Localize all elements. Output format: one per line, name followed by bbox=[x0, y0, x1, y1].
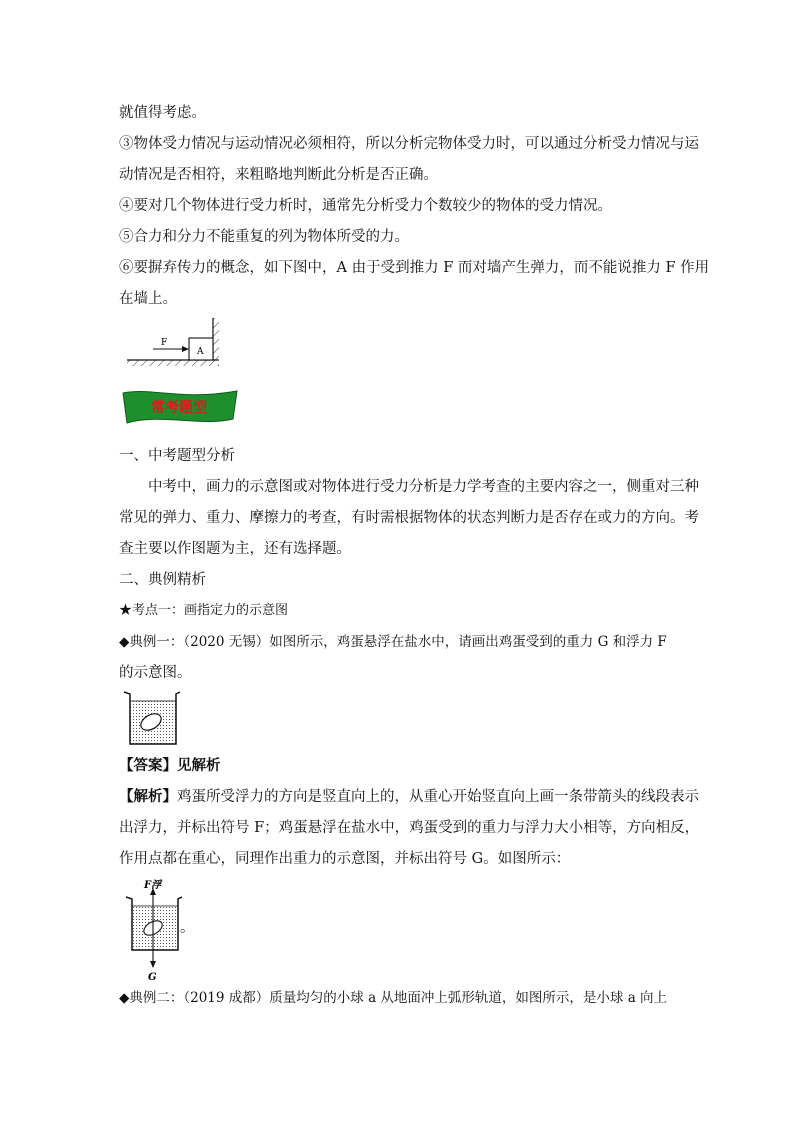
text-line: 出浮力，并标出符号 F；鸡蛋悬浮在盐水中，鸡蛋受到的重力与浮力大小相等，方向相反， bbox=[119, 820, 700, 836]
analysis-text: 鸡蛋所受浮力的方向是竖直向上的，从重心开始竖直向上画一条带箭头的线段表示 bbox=[177, 789, 699, 805]
text-line: ⑥要摒弃传力的概念，如下图中，A 由于受到推力 F 而对墙产生弹力，而不能说推力 F 作用 bbox=[119, 260, 710, 276]
text-line: 的示意图。 bbox=[119, 665, 192, 681]
text-line: 在墙上。 bbox=[119, 291, 177, 307]
text-line: 就值得考虑。 bbox=[119, 105, 206, 121]
section-banner bbox=[121, 387, 239, 427]
gravity-label: G bbox=[148, 972, 157, 982]
text-line: 动情况是否相符，来粗略地判断此分析是否正确。 bbox=[119, 167, 438, 183]
section-heading: 二、典例精析 bbox=[119, 572, 206, 588]
banner-text: 常考题型 bbox=[151, 400, 207, 416]
block-label: A bbox=[197, 347, 204, 357]
key-point: ★考点一：画指定力的示意图 bbox=[119, 603, 289, 618]
text-line: 查主要以作图题为主，还有选择题。 bbox=[119, 541, 351, 557]
text-line: 中考中，画力的示意图或对物体进行受力分析是力学考查的主要内容之一，侧重对三种 bbox=[148, 479, 699, 495]
analysis-line bbox=[119, 787, 699, 807]
text-line: ⑤合力和分力不能重复的列为物体所受的力。 bbox=[119, 229, 409, 245]
answer-line: 【答案】见解析 bbox=[119, 757, 221, 774]
text-line: ③物体受力情况与运动情况必须相符，所以分析完物体受力时，可以通过分析受力情况与运 bbox=[119, 136, 699, 152]
text-line: 作用点都在重心，同理作出重力的示意图，并标出符号 G。如图所示： bbox=[119, 851, 571, 867]
text-line: ④要对几个物体进行受力析时，通常先分析受力个数较少的物体的受力情况。 bbox=[119, 198, 612, 214]
text-line: 常见的弹力、重力、摩擦力的考查，有时需根据物体的状态判断力是否存在或力的方向。考 bbox=[119, 510, 699, 526]
example-2: ◆典例二：（2019 成都）质量均匀的小球 a 从地面冲上弧形轨道，如图所示，是小球 a 向上 bbox=[119, 990, 668, 1006]
period-mark: 。 bbox=[180, 920, 195, 936]
buoyancy-label: F浮 bbox=[144, 880, 162, 891]
section-heading: 一、中考题型分析 bbox=[119, 448, 235, 464]
analysis-tag: 【解析】 bbox=[119, 788, 177, 805]
example-1: ◆典例一：（2020 无锡）如图所示，鸡蛋悬浮在盐水中，请画出鸡蛋受到的重力 G 和浮力 F bbox=[119, 634, 667, 650]
push-block-figure bbox=[123, 316, 233, 372]
force-label: F bbox=[161, 338, 168, 348]
beaker-figure bbox=[120, 688, 182, 748]
